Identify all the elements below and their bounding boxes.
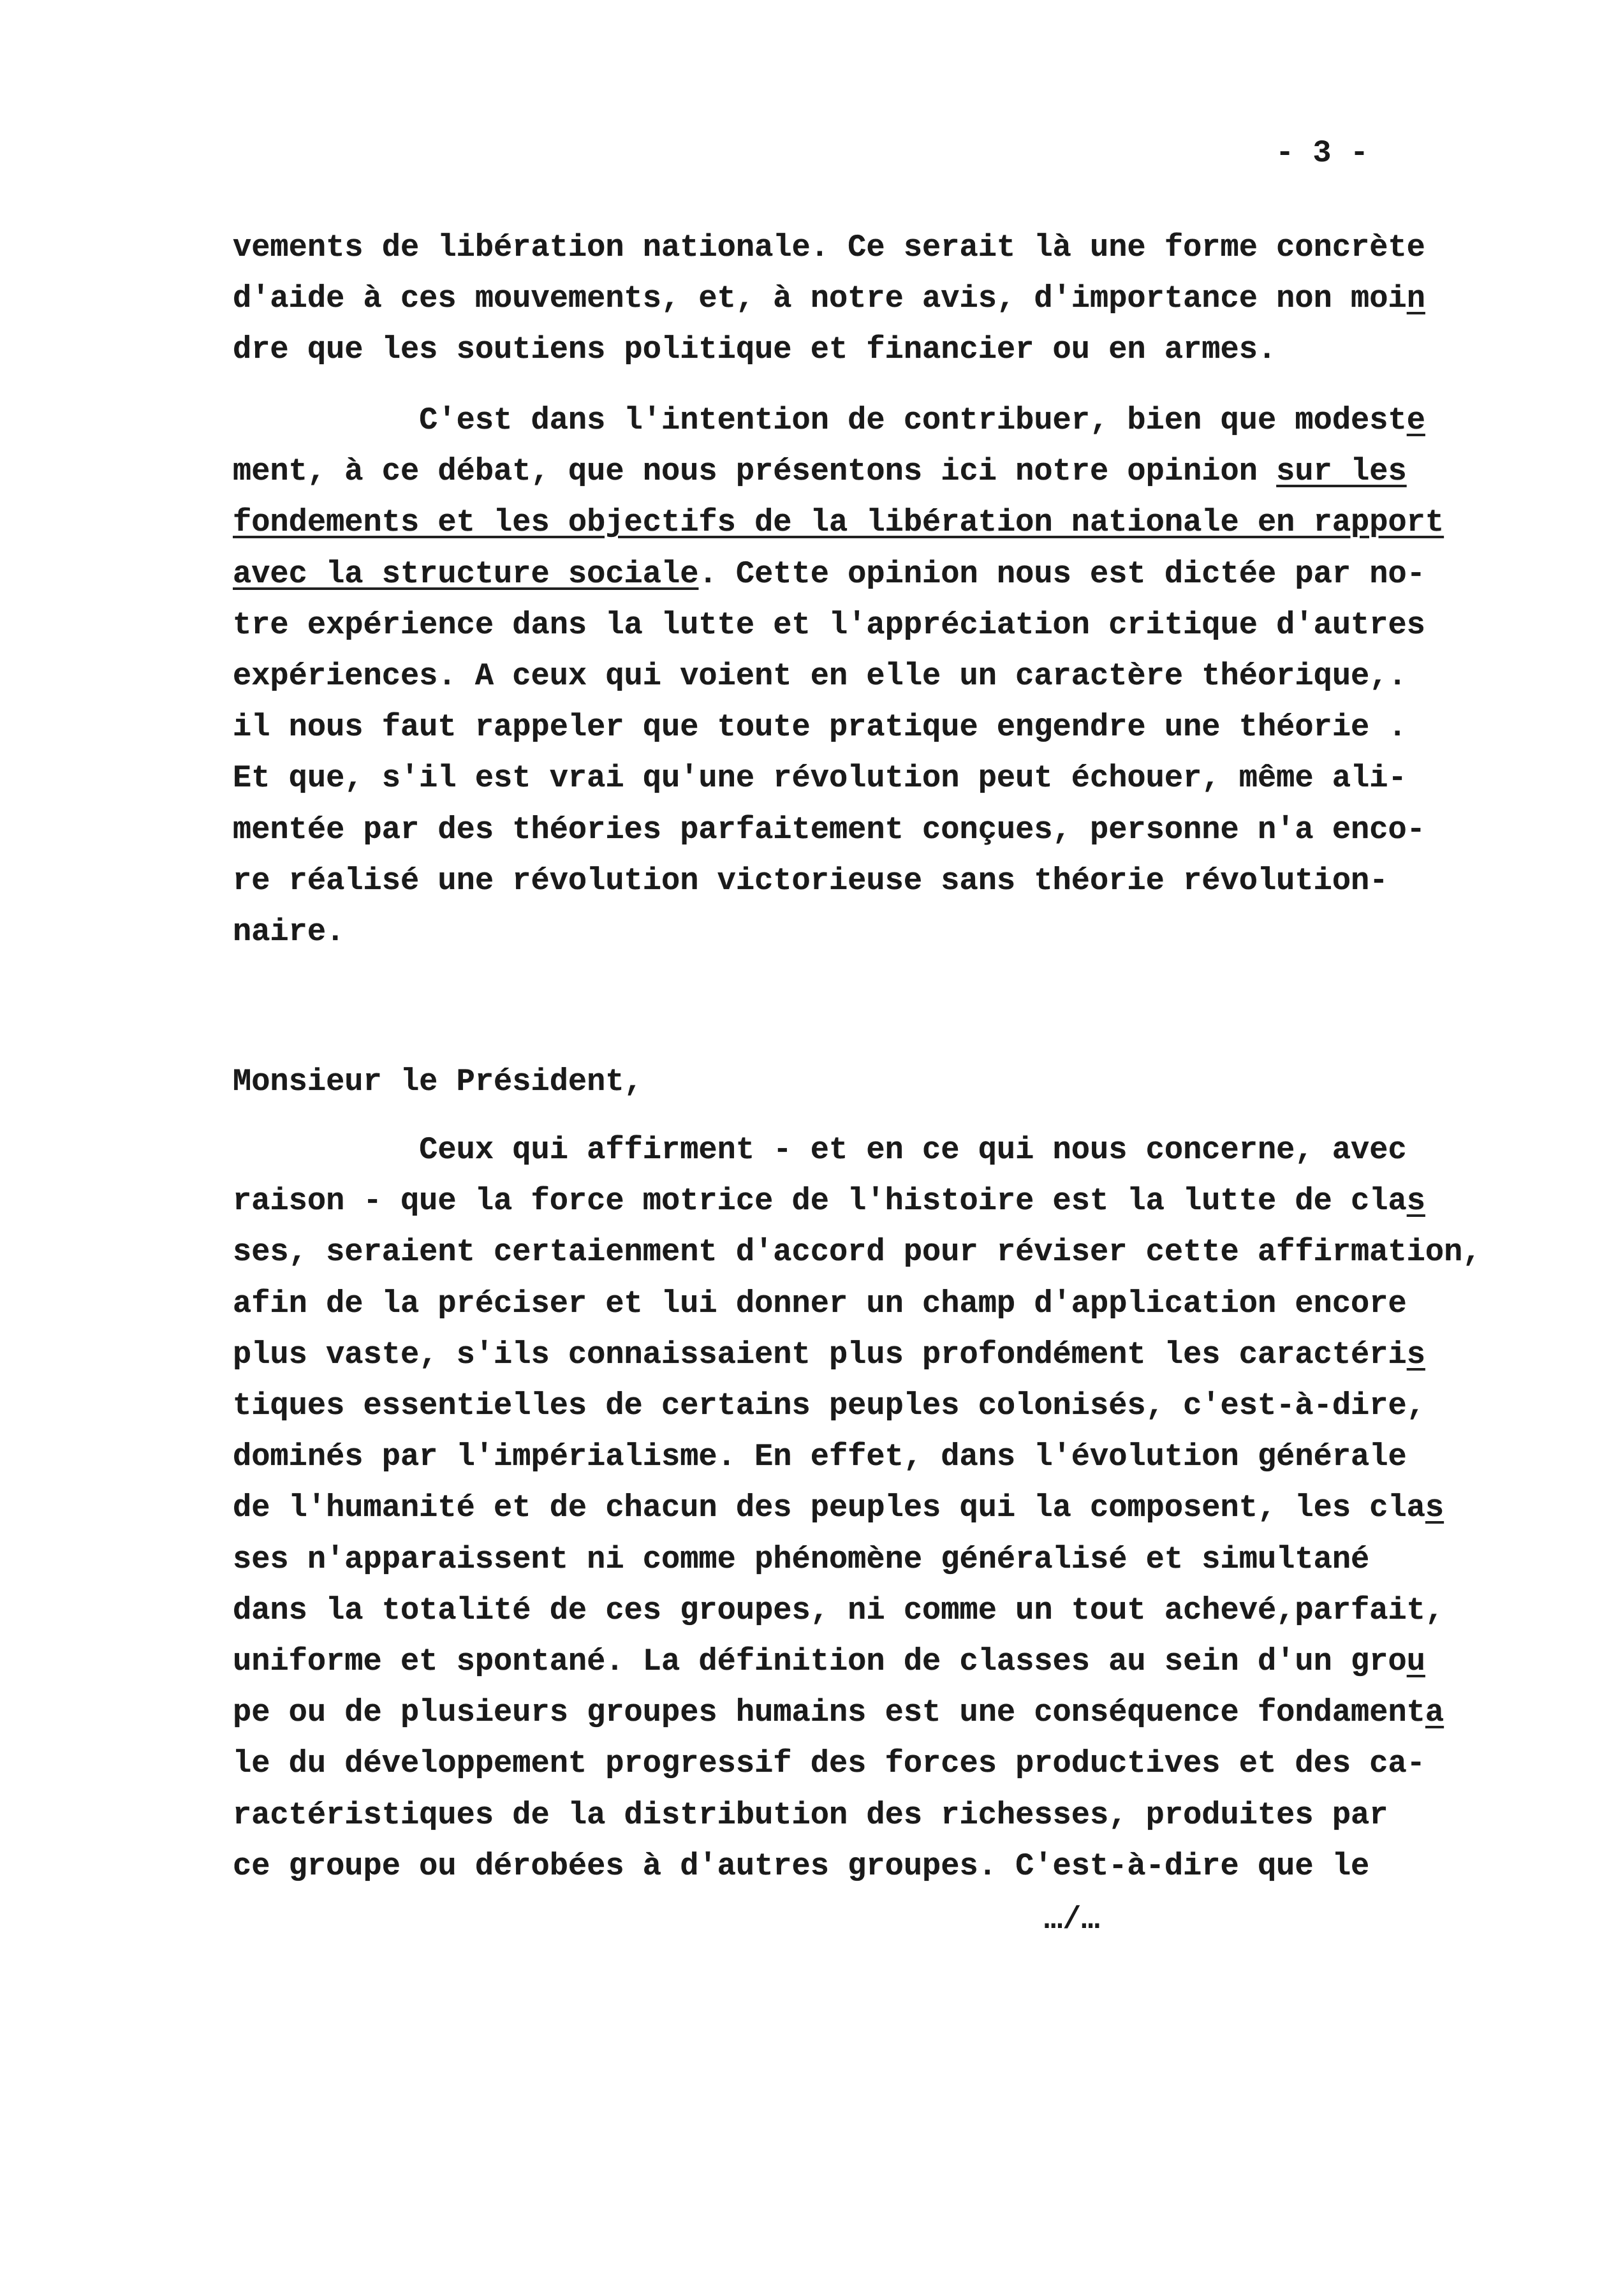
text-segment: uniforme et spontané. La définition de classes au sein d'un gro xyxy=(233,1644,1407,1679)
text-line xyxy=(233,1841,1369,1892)
underlined-text: fondements et les objectifs de la libération nationale en rapport xyxy=(233,504,1444,541)
text-line xyxy=(233,804,1425,855)
text-segment: le du développement progressif des forces productives et des ca- xyxy=(233,1746,1425,1782)
text-segment: . Cette opinion nous est dictée par no- xyxy=(698,556,1425,592)
text-line xyxy=(233,1534,1369,1585)
text-line xyxy=(233,855,1388,906)
text-line xyxy=(233,395,1425,446)
text-line xyxy=(233,273,1425,324)
text-line xyxy=(233,324,1276,375)
text-segment: vements de libération nationale. Ce serait là une forme concrète xyxy=(233,230,1425,265)
underlined-text: n xyxy=(1406,281,1425,317)
page-number: - 3 - xyxy=(1275,135,1369,171)
text-segment: dominés par l'impérialisme. En effet, dans l'évolution générale xyxy=(233,1439,1407,1475)
text-line xyxy=(233,1278,1407,1329)
text-line xyxy=(233,1329,1425,1380)
text-segment: ment, à ce débat, que nous présentons ici notre opinion xyxy=(233,453,1277,490)
underlined-text: s xyxy=(1425,1490,1444,1526)
underlined-text: a xyxy=(1425,1695,1444,1731)
text-line xyxy=(233,1738,1425,1789)
text-line xyxy=(233,1056,643,1107)
text-line xyxy=(233,1687,1444,1738)
text-line xyxy=(233,1431,1407,1482)
text-segment: mentée par des théories parfaitement conçues, personne n'a enco- xyxy=(233,811,1425,848)
text-segment: naire. xyxy=(233,914,345,950)
text-segment: ses, seraient certaienment d'accord pour réviser cette affirmation, xyxy=(233,1234,1481,1270)
text-line xyxy=(233,446,1407,497)
text-line xyxy=(233,1226,1481,1277)
text-segment: re réalisé une révolution victorieuse sans théorie révolution- xyxy=(233,862,1388,899)
text-segment: C'est dans l'intention de contribuer, bien que modest xyxy=(233,402,1407,438)
continuation-mark: …/… xyxy=(1044,1902,1100,1938)
underlined-text: sur les xyxy=(1276,453,1407,490)
text-line xyxy=(233,1380,1425,1431)
text-line xyxy=(233,1585,1444,1636)
text-line xyxy=(233,651,1407,702)
text-segment: ractéristiques de la distribution des richesses, produites par xyxy=(233,1797,1388,1833)
text-segment: tre expérience dans la lutte et l'appréciation critique d'autres xyxy=(233,607,1425,643)
text-segment: dans la totalité de ces groupes, ni comme un tout achevé,parfait, xyxy=(233,1592,1444,1628)
text-segment: plus vaste, s'ils connaissaient plus profondément les caractéri xyxy=(233,1336,1407,1372)
text-segment: pe ou de plusieurs groupes humains est une conséquence fondament xyxy=(233,1695,1425,1731)
text-segment: tiques essentielles de certains peuples colonisés, c'est-à-dire, xyxy=(233,1388,1425,1424)
text-line xyxy=(233,702,1407,753)
text-line xyxy=(233,753,1407,804)
text-segment: ses n'apparaissent ni comme phénomène généralisé et simultané xyxy=(233,1541,1370,1577)
text-segment: de l'humanité et de chacun des peuples qui la composent, les cla xyxy=(233,1490,1425,1526)
text-line xyxy=(233,906,344,957)
underlined-text: e xyxy=(1406,402,1425,438)
text-line xyxy=(233,1790,1388,1841)
text-line xyxy=(233,222,1425,273)
text-segment: expériences. A ceux qui voient en elle un caractère théorique,. xyxy=(233,658,1407,694)
text-segment: afin de la préciser et lui donner un champ d'application encore xyxy=(233,1285,1407,1321)
text-line xyxy=(233,1175,1425,1226)
text-segment: Et que, s'il est vrai qu'une révolution peut échouer, même ali- xyxy=(233,760,1407,797)
text-line xyxy=(233,1124,1407,1175)
text-segment: ce groupe ou dérobées à d'autres groupes. C'est-à-dire que le xyxy=(233,1848,1370,1884)
underlined-text: u xyxy=(1406,1644,1425,1679)
underlined-text: s xyxy=(1406,1336,1425,1372)
text-line xyxy=(233,548,1425,600)
text-segment: Monsieur le Président, xyxy=(233,1064,643,1100)
text-line xyxy=(233,600,1425,651)
text-segment: raison - que la force motrice de l'histoire est la lutte de cla xyxy=(233,1183,1407,1219)
text-segment: d'aide à ces mouvements, et, à notre avis, d'importance non moi xyxy=(233,281,1407,317)
underlined-text: s xyxy=(1406,1183,1425,1219)
text-segment: Ceux qui affirment - et en ce qui nous concerne, avec xyxy=(233,1132,1407,1168)
underlined-text: avec la structure sociale xyxy=(233,556,699,592)
text-line xyxy=(233,1482,1444,1533)
text-line xyxy=(233,1636,1425,1687)
text-line xyxy=(233,497,1444,548)
text-segment: il nous faut rappeler que toute pratique engendre une théorie . xyxy=(233,709,1407,746)
text-segment: dre que les soutiens politique et financier ou en armes. xyxy=(233,332,1277,368)
